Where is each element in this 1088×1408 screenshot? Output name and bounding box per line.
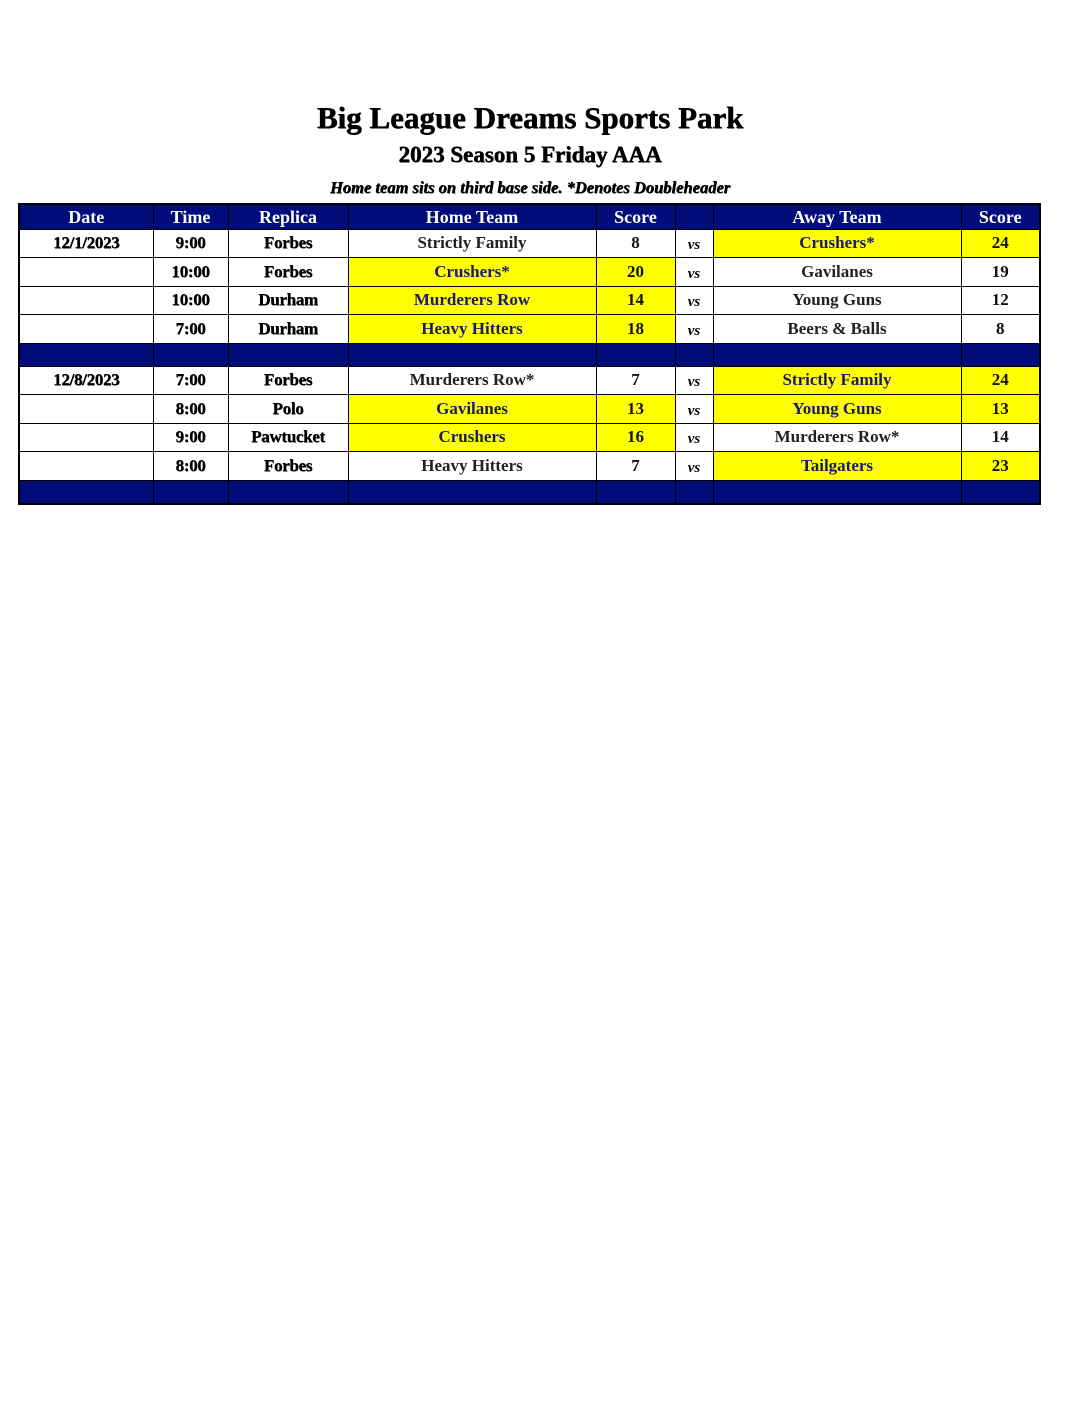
table-row <box>19 395 1040 424</box>
separator-row <box>19 480 1040 504</box>
schedule-body <box>19 229 1040 504</box>
table-row <box>19 452 1040 481</box>
away-score-cell: 24 <box>961 366 1040 395</box>
home-score-cell: 7 <box>596 366 675 395</box>
home-team-cell: Heavy Hitters <box>348 315 596 344</box>
replica-cell: Polo <box>228 395 348 424</box>
time-cell: 9:00 <box>153 423 228 452</box>
home-score-cell: 16 <box>596 423 675 452</box>
home-team-cell: Gavilanes <box>348 395 596 424</box>
vs-cell: vs <box>675 452 713 481</box>
replica-cell: Durham <box>228 315 348 344</box>
away-team-cell: Beers & Balls <box>713 315 961 344</box>
home-score-cell: 8 <box>596 229 675 258</box>
date-cell <box>19 452 153 481</box>
away-score-cell: 12 <box>961 286 1040 315</box>
col-header-time: Time <box>153 204 228 229</box>
home-score-cell: 13 <box>596 395 675 424</box>
replica-cell: Pawtucket <box>228 423 348 452</box>
col-header-home-score: Score <box>596 204 675 229</box>
separator-cell <box>228 480 348 504</box>
time-cell: 8:00 <box>153 452 228 481</box>
table-header-row <box>19 204 1040 229</box>
home-score-cell: 14 <box>596 286 675 315</box>
home-score-cell: 18 <box>596 315 675 344</box>
replica-cell: Forbes <box>228 452 348 481</box>
away-score-cell: 24 <box>961 229 1040 258</box>
replica-cell: Forbes <box>228 258 348 287</box>
table-row <box>19 229 1040 258</box>
time-cell: 8:00 <box>153 395 228 424</box>
date-cell <box>19 286 153 315</box>
date-cell <box>19 423 153 452</box>
time-cell: 10:00 <box>153 258 228 287</box>
separator-cell <box>348 343 596 366</box>
table-row <box>19 366 1040 395</box>
col-header-away-score: Score <box>961 204 1040 229</box>
vs-cell: vs <box>675 315 713 344</box>
time-cell: 10:00 <box>153 286 228 315</box>
date-cell <box>19 315 153 344</box>
date-cell <box>19 395 153 424</box>
separator-cell <box>19 480 153 504</box>
page-title: Big League Dreams Sports Park <box>316 100 744 135</box>
vs-cell: vs <box>675 366 713 395</box>
home-score-cell: 7 <box>596 452 675 481</box>
replica-cell: Forbes <box>228 229 348 258</box>
replica-cell: Forbes <box>228 366 348 395</box>
home-team-cell: Crushers* <box>348 258 596 287</box>
col-header-date: Date <box>19 204 153 229</box>
separator-cell <box>713 480 961 504</box>
separator-row <box>19 343 1040 366</box>
schedule-note: Home team sits on third base side. *Denotes Doubleheader <box>329 178 731 197</box>
away-team-cell: Gavilanes <box>713 258 961 287</box>
home-score-cell: 20 <box>596 258 675 287</box>
away-team-cell: Young Guns <box>713 395 961 424</box>
col-header-home-team: Home Team <box>348 204 596 229</box>
vs-cell: vs <box>675 286 713 315</box>
vs-cell: vs <box>675 229 713 258</box>
home-team-cell: Murderers Row* <box>348 366 596 395</box>
separator-cell <box>713 343 961 366</box>
vs-cell: vs <box>675 423 713 452</box>
table-row <box>19 286 1040 315</box>
time-cell: 7:00 <box>153 366 228 395</box>
away-score-cell: 13 <box>961 395 1040 424</box>
separator-cell <box>961 480 1040 504</box>
separator-cell <box>596 343 675 366</box>
col-header-replica: Replica <box>228 204 348 229</box>
separator-cell <box>961 343 1040 366</box>
table-row <box>19 423 1040 452</box>
col-header-away-team: Away Team <box>713 204 961 229</box>
home-team-cell: Heavy Hitters <box>348 452 596 481</box>
away-team-cell: Strictly Family <box>713 366 961 395</box>
col-header-vs <box>675 204 713 229</box>
home-team-cell: Strictly Family <box>348 229 596 258</box>
away-team-cell: Young Guns <box>713 286 961 315</box>
schedule-table <box>18 203 1041 505</box>
separator-cell <box>675 480 713 504</box>
date-cell: 12/8/2023 <box>19 366 153 395</box>
vs-cell: vs <box>675 258 713 287</box>
table-row <box>19 315 1040 344</box>
vs-cell: vs <box>675 395 713 424</box>
separator-cell <box>596 480 675 504</box>
separator-cell <box>19 343 153 366</box>
date-cell: 12/1/2023 <box>19 229 153 258</box>
time-cell: 7:00 <box>153 315 228 344</box>
time-cell: 9:00 <box>153 229 228 258</box>
page-subtitle: 2023 Season 5 Friday AAA <box>398 142 662 167</box>
separator-cell <box>348 480 596 504</box>
away-team-cell: Tailgaters <box>713 452 961 481</box>
away-score-cell: 8 <box>961 315 1040 344</box>
separator-cell <box>153 343 228 366</box>
replica-cell: Durham <box>228 286 348 315</box>
away-score-cell: 23 <box>961 452 1040 481</box>
date-cell <box>19 258 153 287</box>
away-score-cell: 14 <box>961 423 1040 452</box>
away-team-cell: Murderers Row* <box>713 423 961 452</box>
separator-cell <box>675 343 713 366</box>
table-row <box>19 258 1040 287</box>
away-score-cell: 19 <box>961 258 1040 287</box>
separator-cell <box>153 480 228 504</box>
home-team-cell: Murderers Row <box>348 286 596 315</box>
separator-cell <box>228 343 348 366</box>
away-team-cell: Crushers* <box>713 229 961 258</box>
home-team-cell: Crushers <box>348 423 596 452</box>
